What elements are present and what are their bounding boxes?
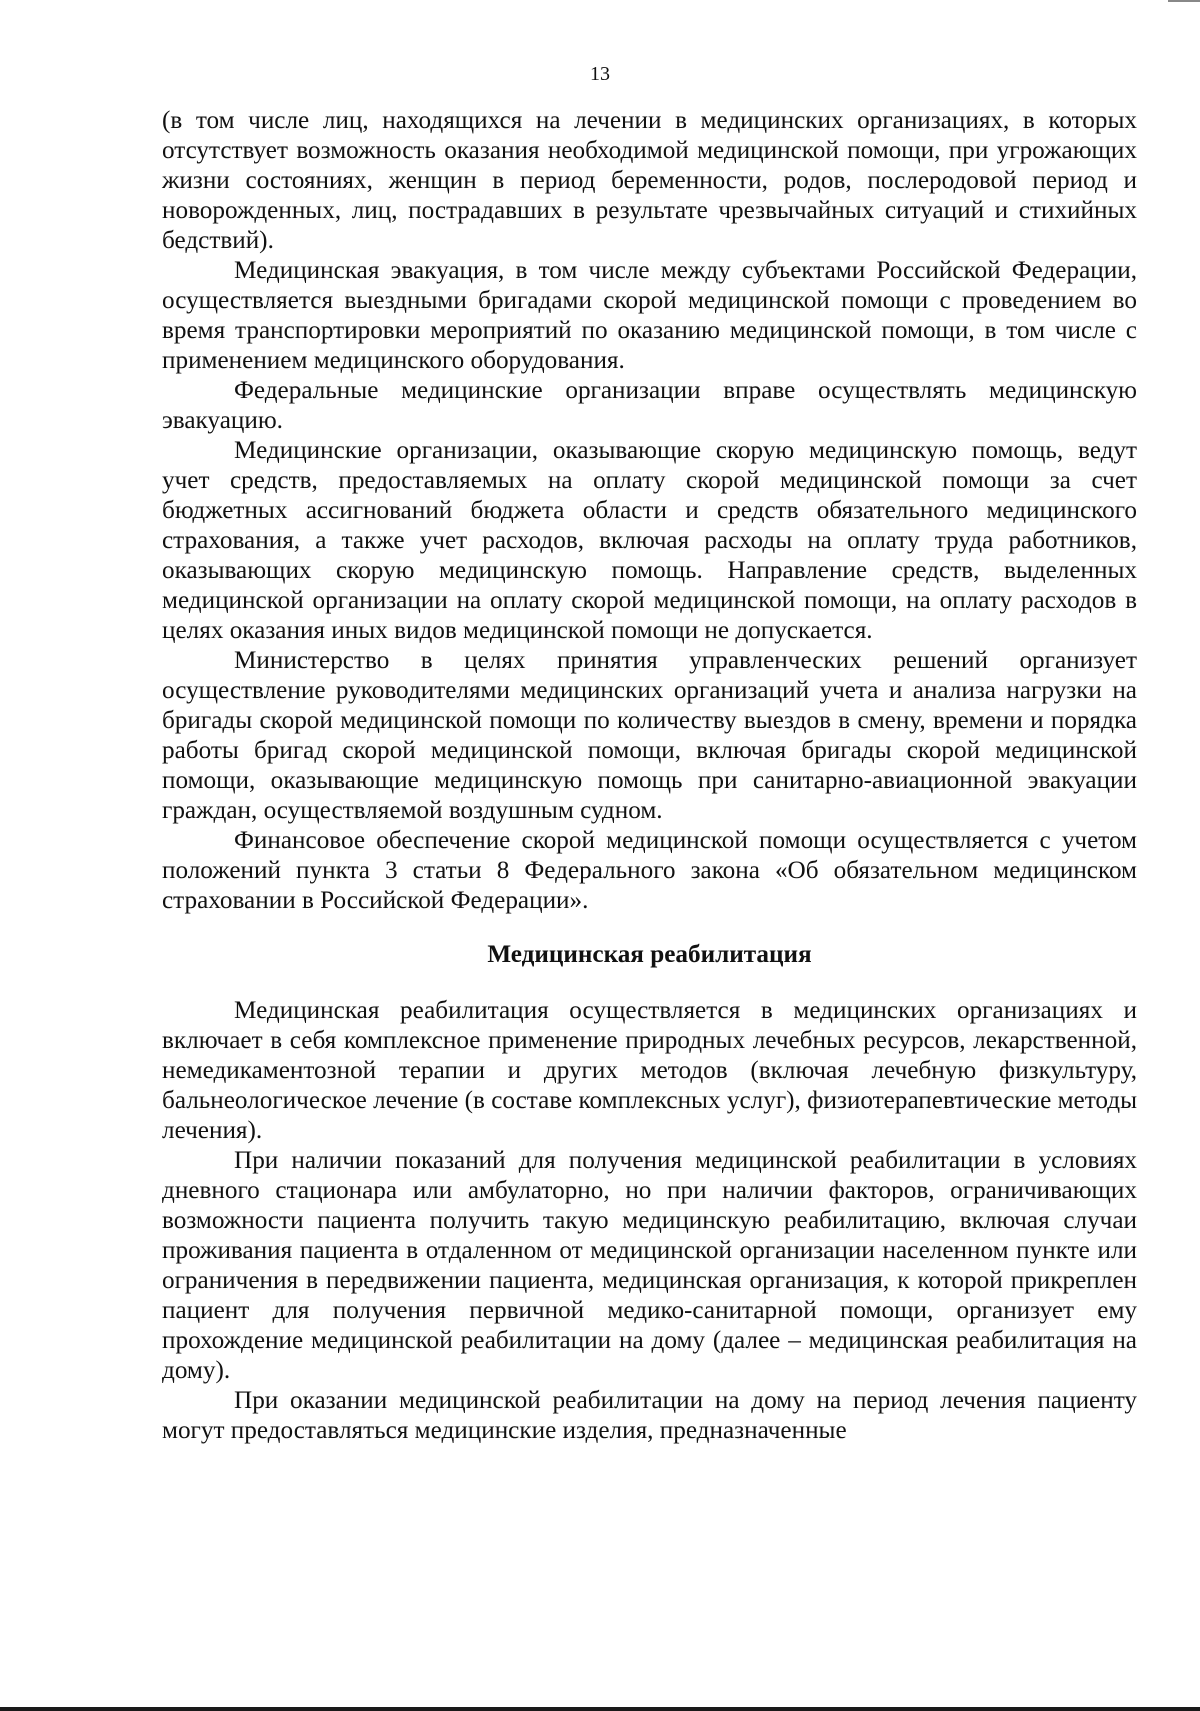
paragraph-medical-evacuation: Медицинская эвакуация, в том числе между субъектами Российской Федерации, осуществляется выездными бригадами скорой медицинской помощи с проведением во время транспортировки мероприятий по оказанию медицинской помощи, в том числе с применением медицинского оборудования.	[162, 257, 1137, 374]
paragraph-continuation: (в том числе лиц, находящихся на лечении в медицинских организациях, в которых отсутствует возможность оказания необходимой медицинской помощи, при угрожающих жизни состояниях, женщин в период беременности, родов, послеродовой период и новорожденных, лиц, пострадавших в результате чрезвычайных ситуаций и стихийных бедствий).	[162, 107, 1137, 254]
paragraph-rehabilitation-definition: Медицинская реабилитация осуществляется в медицинских организациях и включает в себя комплексное применение природных лечебных ресурсов, лекарственной, немедикаментозной терапии и других методов (включая лечебную физкультуру, бальнеологическое лечение (в составе комплексных услуг), физиотерапевтические методы лечения).	[162, 997, 1137, 1144]
paragraph-medical-devices: При оказании медицинской реабилитации на дому на период лечения пациенту могут предоставляться медицинские изделия, предназначенные	[162, 1387, 1137, 1444]
scan-edge-bottom	[0, 1707, 1200, 1711]
paragraph-ministry-analysis: Министерство в целях принятия управленческих решений организует осуществление руководителями медицинских организаций учета и анализа нагрузки на бригады скорой медицинской помощи по количеству выездов в смену, времени и порядка работы бригад скорой медицинской помощи, включая бригады скорой медицинской помощи, оказывающие медицинскую помощь при санитарно-авиационной эвакуации граждан, осуществляемой воздушным судном.	[162, 647, 1137, 824]
page-number: 13	[590, 63, 610, 85]
paragraph-federal-organizations: Федеральные медицинские организации вправе осуществлять медицинскую эвакуацию.	[162, 377, 1137, 434]
section-heading-rehabilitation: Медицинская реабилитация	[487, 941, 812, 968]
scan-edge-mark	[1168, 0, 1200, 2]
document-body	[162, 106, 1137, 1446]
paragraph-financing: Финансовое обеспечение скорой медицинской помощи осуществляется с учетом положений пункта 3 статьи 8 Федерального закона «Об обязательном медицинском страховании в Российской Федерации».	[162, 827, 1137, 914]
paragraph-funds-accounting: Медицинские организации, оказывающие скорую медицинскую помощь, ведут учет средств, предоставляемых на оплату скорой медицинской помощи за счет бюджетных ассигнований бюджета области и средств обязательного медицинского страхования, а также учет расходов, включая расходы на оплату труда работников, оказывающих скорую медицинскую помощь. Направление средств, выделенных медицинской организации на оплату скорой медицинской помощи, на оплату расходов в целях оказания иных видов медицинской помощи не допускается.	[162, 437, 1137, 644]
paragraph-home-rehabilitation: При наличии показаний для получения медицинской реабилитации в условиях дневного стационара или амбулаторно, но при наличии факторов, ограничивающих возможности пациента получить такую медицинскую реабилитацию, включая случаи проживания пациента в отдаленном от медицинской организации населенном пункте или ограничения в передвижении пациента, медицинская организация, к которой прикреплен пациент для получения первичной медико-санитарной помощи, организует ему прохождение медицинской реабилитации на дому (далее – медицинская реабилитация на дому).	[162, 1147, 1137, 1384]
